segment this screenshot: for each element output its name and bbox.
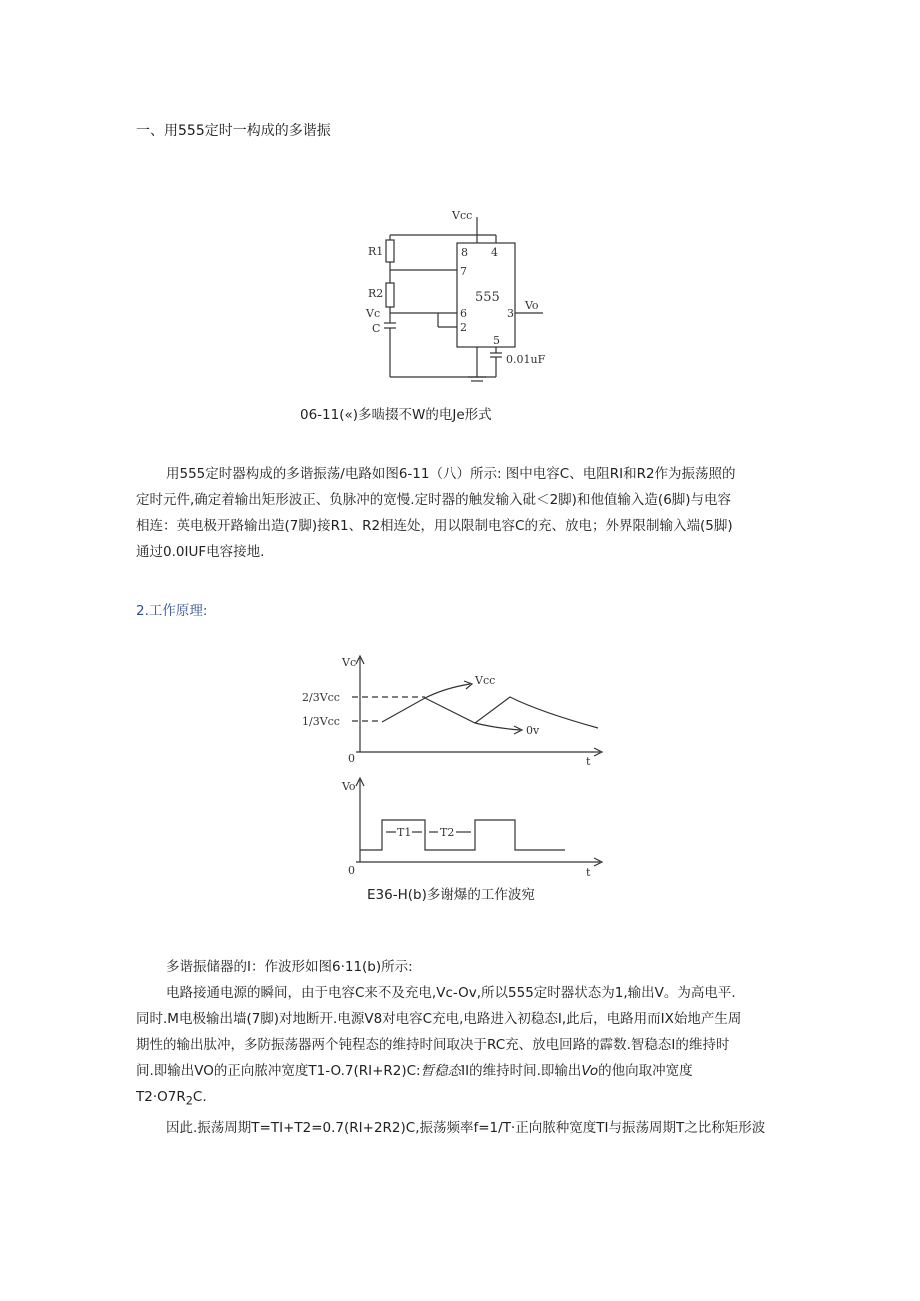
svg-text:2: 2 (460, 321, 467, 334)
label-vcc-target: Vcc (475, 674, 496, 687)
label-t2: T2 (440, 826, 455, 839)
vo-waveform (360, 820, 565, 850)
circuit-diagram (360, 205, 580, 385)
label-vc-axis: Vc (342, 656, 357, 669)
label-555: 555 (475, 290, 500, 305)
label-vo: Vo (525, 299, 539, 312)
svg-text:3: 3 (507, 307, 514, 320)
section-2-title: 2.工作原理: (136, 603, 208, 619)
label-vc: Vc (366, 307, 381, 320)
svg-text:4: 4 (491, 246, 498, 259)
svg-text:5: 5 (493, 334, 500, 347)
label-one-third-vcc: 1/3Vcc (302, 715, 340, 728)
paragraph-circuit-description: 用555定时器构成的多谐振荡/电路如图6-11（八）所示: 图中电容C、电阻RI和R2作为振荡照的 定时元件,确定着输出矩形波正、负脉冲的宽慢.定时器的触发输入砒＜2脚)和他值输入造(6脚)与电容 相连：英电极开路输出造(7脚)接R1、R2相连处，用以限制电容C的充、放电；外界限制输入端(5脚) 通过0.0IUF电容接地. (136, 466, 736, 560)
section-1-title: 一、用555定时一构成的多谐振 (136, 123, 331, 139)
label-c: C (372, 322, 381, 335)
label-r2: R2 (368, 287, 384, 300)
svg-text:8: 8 (461, 246, 468, 259)
figure-1-caption: 06-11(«)多啮掇不W的电Je形式 (300, 407, 492, 423)
figure-2-caption: E36-H(b)多谢爆的工作波宛 (367, 887, 535, 903)
label-vo-axis: Vo (342, 780, 356, 793)
label-0-01uf: 0.01uF (506, 353, 546, 366)
resistor-r2 (386, 283, 394, 307)
label-vcc: Vcc (452, 209, 473, 222)
waveform-diagram (300, 650, 610, 880)
svg-text:6: 6 (460, 307, 467, 320)
svg-text:0: 0 (348, 752, 355, 765)
label-r1: R1 (368, 245, 384, 258)
vc-waveform (382, 697, 598, 728)
svg-text:0: 0 (348, 864, 355, 877)
paragraph-working-principle: 多谐振储器的I：作波形如图6·11(b)所示: 电路接通电源的瞬间，由于电容C来不及充电,Vc-Ov,所以555定时器状态为1,输出V。为高电平. 同时.M电极输出墙(7脚)对地断开.电源V8对电容C充电,电路进入初稳态I,此后，电路用而IX始地产生周 期性的输出肽冲，多防振荡器两个钝程态的维持时间取决于RC充、放电回路的霹数.智稳态I的维持时 间.即输出VO的正向脓冲宽度T1-O.7(RI+R2)C:暂稳态II的维持时间.即输出Vo的他向取冲宽度 $T2\cdot O7R_2C$. 因此.振荡周期T=TI+T2=0.7(RI+2R2)C,振荡频率f=1/T·正向脓种宽度TI与振荡周期T之比称矩形波 (136, 959, 766, 1136)
svg-text:t: t (586, 755, 591, 768)
label-0v: 0v (526, 724, 540, 737)
svg-text:7: 7 (460, 265, 467, 278)
label-t1: T1 (397, 826, 412, 839)
svg-text:t: t (586, 866, 591, 879)
resistor-r1 (386, 240, 394, 262)
label-two-thirds-vcc: 2/3Vcc (302, 691, 340, 704)
